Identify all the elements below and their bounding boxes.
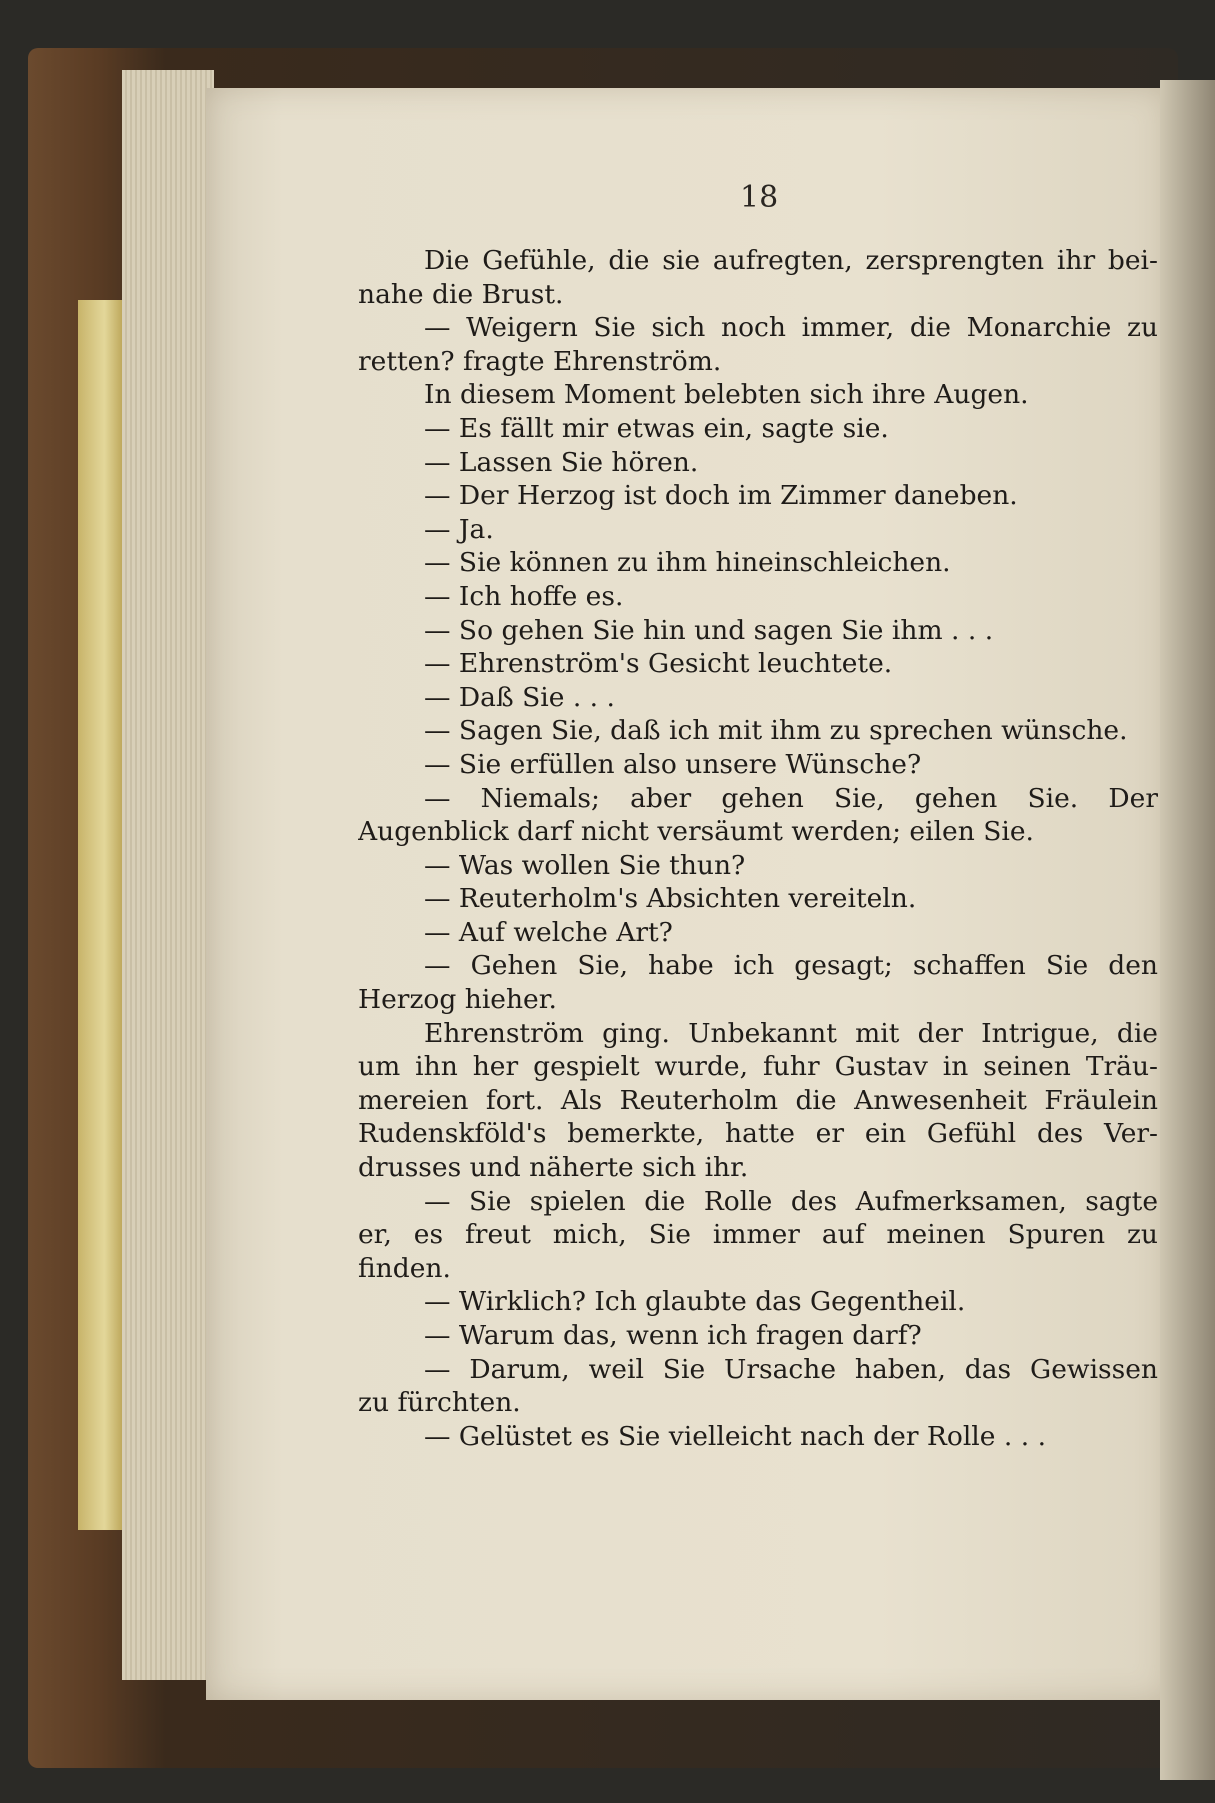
text-line: — Ehrenström's Gesicht leuchtete.: [424, 648, 893, 680]
text-line: mereien fort. Als Reuterholm die Anwesenheit Fräulein: [358, 1084, 1158, 1116]
text-line: — Gelüstet es Sie vielleicht nach der Rolle . . .: [424, 1420, 1046, 1452]
text-line: — Weigern Sie sich noch immer, die Monarchie zu: [424, 312, 1158, 344]
text-line: — Reuterholm's Absichten vereiteln.: [424, 883, 917, 915]
text-line: Augenblick darf nicht versäumt werden; eilen Sie.: [358, 816, 1034, 848]
text-line: In diesem Moment belebten sich ihre Augen.: [424, 379, 1029, 411]
text-line: finden.: [358, 1252, 451, 1284]
text-line: drusses und näherte sich ihr.: [358, 1152, 749, 1184]
text-line: — Lassen Sie hören.: [424, 446, 699, 478]
page-number: 18: [740, 180, 779, 215]
text-line: um ihn her gespielt wurde, fuhr Gustav in seinen Träu-: [358, 1051, 1158, 1083]
book-spine-strip: [78, 300, 122, 1530]
text-line: nahe die Brust.: [358, 278, 564, 310]
text-line: — Sie erfüllen also unsere Wünsche?: [424, 748, 922, 780]
text-line: Ehrenström ging. Unbekannt mit der Intrigue, die: [424, 1017, 1158, 1049]
text-line: — Ich hoffe es.: [424, 580, 624, 612]
text-line: — Was wollen Sie thun?: [424, 849, 746, 881]
text-line: — Sagen Sie, daß ich mit ihm zu sprechen wünsche.: [424, 715, 1128, 747]
text-line: — Auf welche Art?: [424, 916, 673, 948]
text-line: — Sie spielen die Rolle des Aufmerksamen, sagte: [424, 1185, 1158, 1217]
text-line: er, es freut mich, Sie immer auf meinen Spuren zu: [358, 1219, 1158, 1251]
page-text: [358, 244, 1158, 1453]
text-line: — So gehen Sie hin und sagen Sie ihm . . .: [424, 614, 994, 646]
text-line: — Ja.: [424, 513, 494, 545]
text-line: retten? fragte Ehrenström.: [358, 345, 722, 377]
text-line: — Gehen Sie, habe ich gesagt; schaffen Sie den: [424, 950, 1158, 982]
text-line: — Sie können zu ihm hineinschleichen.: [424, 547, 951, 579]
text-line: zu fürchten.: [358, 1387, 521, 1419]
text-line: — Warum das, wenn ich fragen darf?: [424, 1320, 922, 1351]
text-line: — Der Herzog ist doch im Zimmer daneben.: [424, 480, 1018, 512]
text-line: — Wirklich? Ich glaubte das Gegentheil.: [424, 1286, 966, 1318]
facing-page-edge: [1160, 80, 1215, 1780]
text-line: — Darum, weil Sie Ursache haben, das Gewissen: [424, 1353, 1158, 1385]
text-line: — Niemals; aber gehen Sie, gehen Sie. Der: [424, 782, 1158, 814]
text-line: Die Gefühle, die sie aufregten, zersprengten ihr bei-: [424, 245, 1158, 276]
text-line: — Daß Sie . . .: [424, 681, 615, 713]
text-line: Herzog hieher.: [358, 984, 557, 1016]
page-edges: [122, 70, 214, 1680]
text-line: Rudenskföld's bemerkte, hatte er ein Gefühl des Ver-: [358, 1118, 1158, 1150]
text-line: — Es fällt mir etwas ein, sagte sie.: [424, 412, 889, 444]
